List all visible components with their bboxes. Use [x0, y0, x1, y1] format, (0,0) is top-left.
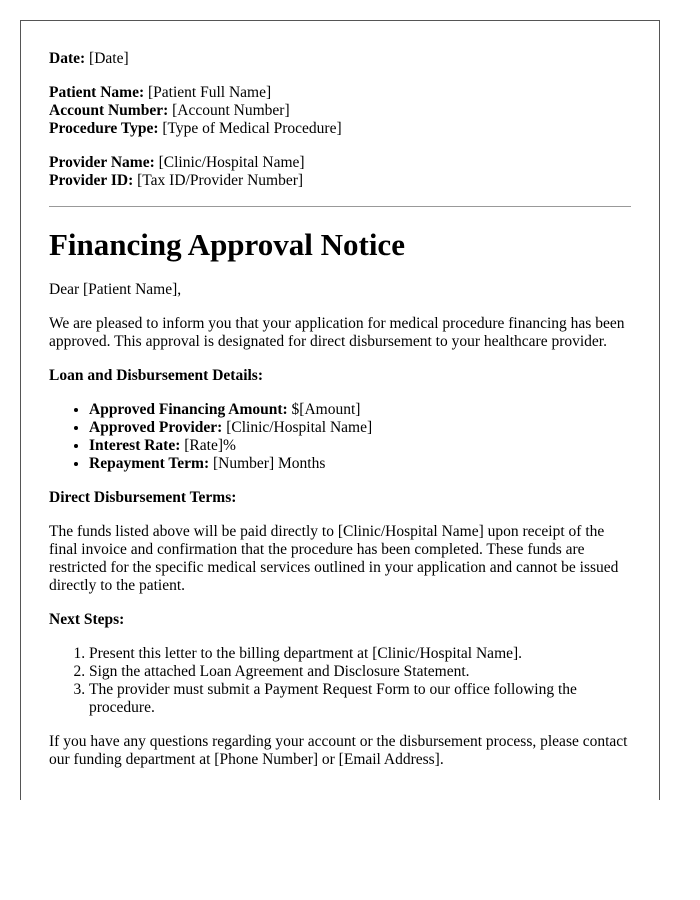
disbursement-terms-heading: Direct Disbursement Terms:: [49, 489, 237, 506]
next-step-item: 3. The provider must submit a Payment Request Form to our office following the procedure.: [89, 681, 631, 717]
provider-name-line: [49, 154, 631, 172]
loan-detail-label: Interest Rate:: [89, 437, 181, 454]
loan-detail-value: [Clinic/Hospital Name]: [222, 419, 373, 436]
date-block: [49, 50, 631, 68]
loan-detail-label: Approved Financing Amount:: [89, 401, 288, 418]
procedure-type-label: Procedure Type:: [49, 120, 159, 137]
disbursement-terms-paragraph: The funds listed above will be paid directly to [Clinic/Hospital Name] upon receipt of the final invoice and confirmation that the procedure has been completed. These funds are restricted for the specific medical services outlined in your application and cannot be issued directly to the patient.: [49, 523, 619, 594]
provider-id-line: [49, 172, 631, 190]
patient-name-label: Patient Name:: [49, 84, 145, 101]
account-number-line: [49, 102, 631, 120]
provider-name-value: [Clinic/Hospital Name]: [154, 154, 305, 171]
header-divider: [49, 206, 631, 207]
provider-info-block: [49, 154, 631, 190]
procedure-type-value: [Type of Medical Procedure]: [158, 120, 342, 137]
page-title: Financing Approval Notice: [49, 227, 405, 262]
loan-details-list: [49, 401, 631, 473]
patient-info-block: [49, 84, 631, 138]
loan-detail-item: [89, 437, 631, 455]
provider-id-label: Provider ID:: [49, 172, 134, 189]
procedure-type-line: [49, 120, 631, 138]
closing-paragraph: If you have any questions regarding your account or the disbursement process, please contact our funding department at [Phone Number] or [Email Address].: [49, 733, 628, 768]
date-label: Date:: [49, 50, 86, 67]
loan-detail-value: $[Amount]: [287, 401, 361, 418]
patient-name-value: [Patient Full Name]: [144, 84, 272, 101]
patient-name-line: [49, 84, 631, 102]
loan-detail-item: [89, 401, 631, 419]
next-steps-heading: Next Steps:: [49, 611, 125, 628]
provider-name-label: Provider Name:: [49, 154, 155, 171]
loan-detail-label: Repayment Term:: [89, 455, 210, 472]
next-steps-list: [49, 645, 631, 717]
loan-detail-value: [Rate]%: [180, 437, 236, 454]
account-number-label: Account Number:: [49, 102, 169, 119]
next-step-item: 1. Present this letter to the billing department at [Clinic/Hospital Name].: [89, 645, 631, 663]
loan-detail-label: Approved Provider:: [89, 419, 223, 436]
loan-details-heading: Loan and Disbursement Details:: [49, 367, 264, 384]
date-value: [Date]: [85, 50, 129, 67]
loan-detail-item: [89, 419, 631, 437]
letter-page: [20, 20, 660, 800]
provider-id-value: [Tax ID/Provider Number]: [133, 172, 304, 189]
loan-detail-item: [89, 455, 631, 473]
date-line: [49, 50, 631, 68]
salutation: Dear [Patient Name],: [49, 281, 182, 298]
intro-paragraph: We are pleased to inform you that your application for medical procedure financing has been approved. This approval is designated for direct disbursement to your healthcare provider.: [49, 315, 625, 350]
next-step-item: 2. Sign the attached Loan Agreement and Disclosure Statement.: [89, 663, 631, 681]
loan-detail-value: [Number] Months: [209, 455, 326, 472]
account-number-value: [Account Number]: [168, 102, 290, 119]
